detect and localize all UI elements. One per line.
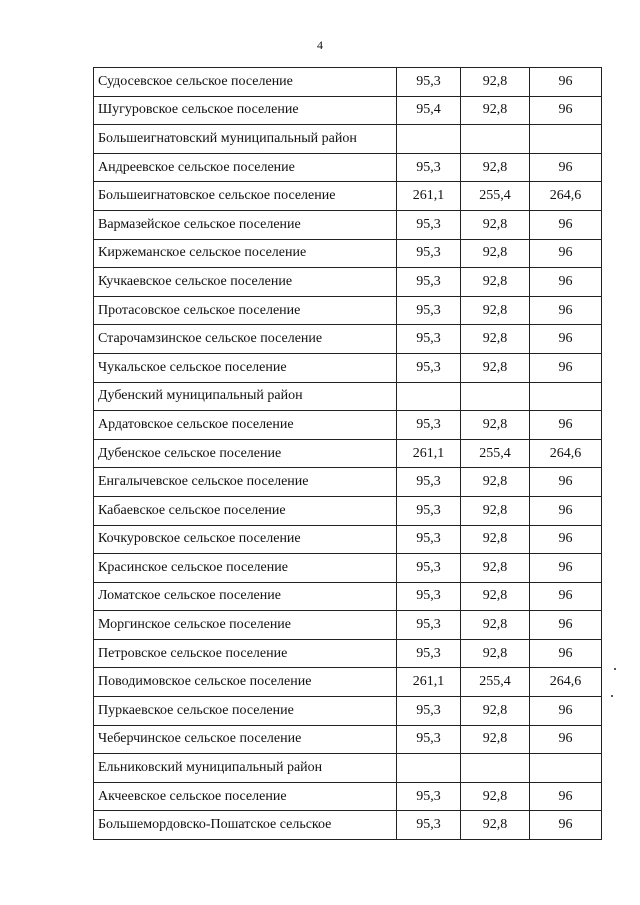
value-cell-3: 96: [530, 611, 602, 640]
value-cell-1: 95,3: [397, 468, 461, 497]
table-row: [94, 125, 602, 154]
value-cell-2: 92,8: [461, 582, 530, 611]
settlement-name-cell: Вармазейское сельское поселение: [94, 210, 397, 239]
value-cell-3: 96: [530, 268, 602, 297]
settlement-name-cell: Чеберчинское сельское поселение: [94, 725, 397, 754]
value-cell-1: 95,3: [397, 611, 461, 640]
value-cell-2: 92,8: [461, 153, 530, 182]
settlement-name-cell: Протасовское сельское поселение: [94, 296, 397, 325]
table-row: [94, 611, 602, 640]
value-cell-2: 92,8: [461, 353, 530, 382]
value-cell-3: 96: [530, 782, 602, 811]
value-cell-2: 92,8: [461, 639, 530, 668]
value-cell-2: 92,8: [461, 268, 530, 297]
settlement-name-cell: Старочамзинское сельское поселение: [94, 325, 397, 354]
value-cell-2: 92,8: [461, 210, 530, 239]
value-cell-1: 95,3: [397, 325, 461, 354]
table-row: [94, 582, 602, 611]
table-row: [94, 639, 602, 668]
settlement-name-cell: Дубенское сельское поселение: [94, 439, 397, 468]
value-cell-2: 92,8: [461, 554, 530, 583]
value-cell-1: 95,3: [397, 210, 461, 239]
value-cell-1: 95,3: [397, 554, 461, 583]
table-row: [94, 525, 602, 554]
value-cell-3: 96: [530, 554, 602, 583]
table-row: [94, 68, 602, 97]
value-cell-1: 261,1: [397, 439, 461, 468]
table-row: [94, 697, 602, 726]
value-cell-3: 264,6: [530, 182, 602, 211]
table-row: [94, 468, 602, 497]
table-row: [94, 496, 602, 525]
value-cell-1: 95,3: [397, 239, 461, 268]
table-row: [94, 754, 602, 783]
settlement-name-cell: Кабаевское сельское поселение: [94, 496, 397, 525]
value-cell-2: 255,4: [461, 182, 530, 211]
settlement-name-cell: Акчеевское сельское поселение: [94, 782, 397, 811]
value-cell-2: 92,8: [461, 697, 530, 726]
value-cell-2: 92,8: [461, 468, 530, 497]
value-cell-2: 92,8: [461, 811, 530, 840]
value-cell-1: 261,1: [397, 668, 461, 697]
scan-speck: [611, 695, 613, 697]
value-cell-1: 95,3: [397, 496, 461, 525]
settlement-name-cell: Андреевское сельское поселение: [94, 153, 397, 182]
table-row: [94, 725, 602, 754]
table-row: [94, 268, 602, 297]
table-row: [94, 668, 602, 697]
value-cell-3: 96: [530, 496, 602, 525]
value-cell-3: 96: [530, 239, 602, 268]
settlement-name-cell: Красинское сельское поселение: [94, 554, 397, 583]
settlement-name-cell: Судосевское сельское поселение: [94, 68, 397, 97]
settlement-name-cell: Поводимовское сельское поселение: [94, 668, 397, 697]
table-row: [94, 411, 602, 440]
value-cell-3: 96: [530, 325, 602, 354]
value-cell-1: 95,3: [397, 725, 461, 754]
table-row: [94, 153, 602, 182]
value-cell-2: 92,8: [461, 296, 530, 325]
table-row: [94, 353, 602, 382]
value-cell-3: 96: [530, 96, 602, 125]
value-cell-1: 95,3: [397, 411, 461, 440]
value-cell-2: 92,8: [461, 325, 530, 354]
value-cell-2: 92,8: [461, 68, 530, 97]
value-cell-1: 95,3: [397, 353, 461, 382]
page-number: 4: [317, 38, 323, 52]
settlement-name-cell: Ломатское сельское поселение: [94, 582, 397, 611]
value-cell-3: 96: [530, 210, 602, 239]
table-row: [94, 296, 602, 325]
value-cell-1: 95,3: [397, 697, 461, 726]
settlement-name-cell: Енгалычевское сельское поселение: [94, 468, 397, 497]
value-cell-3: 264,6: [530, 439, 602, 468]
value-cell-1: 95,3: [397, 153, 461, 182]
value-cell-3: 96: [530, 525, 602, 554]
settlement-name-cell: Кучкаевское сельское поселение: [94, 268, 397, 297]
value-cell-2: 92,8: [461, 496, 530, 525]
value-cell-3: 96: [530, 353, 602, 382]
value-cell-1: 95,3: [397, 811, 461, 840]
table-row: [94, 239, 602, 268]
value-cell-1: 95,3: [397, 582, 461, 611]
table-row: [94, 382, 602, 411]
value-cell-1: [397, 125, 461, 154]
settlement-name-cell: Чукальское сельское поселение: [94, 353, 397, 382]
value-cell-3: 96: [530, 582, 602, 611]
settlement-name-cell: Киржеманское сельское поселение: [94, 239, 397, 268]
settlement-name-cell: Моргинское сельское поселение: [94, 611, 397, 640]
value-cell-1: 95,3: [397, 639, 461, 668]
settlement-name-cell: Большемордовско-Пошатское сельское: [94, 811, 397, 840]
value-cell-1: 95,3: [397, 68, 461, 97]
settlement-name-cell: Пуркаевское сельское поселение: [94, 697, 397, 726]
value-cell-2: [461, 754, 530, 783]
table-body: [94, 68, 602, 840]
value-cell-3: 96: [530, 411, 602, 440]
value-cell-1: [397, 754, 461, 783]
settlement-name-cell: Большеигнатовское сельское поселение: [94, 182, 397, 211]
value-cell-1: 95,3: [397, 296, 461, 325]
value-cell-2: 92,8: [461, 725, 530, 754]
scan-speck: [614, 668, 616, 670]
value-cell-3: 96: [530, 296, 602, 325]
table-row: [94, 210, 602, 239]
value-cell-1: 95,3: [397, 782, 461, 811]
value-cell-2: [461, 125, 530, 154]
value-cell-2: [461, 382, 530, 411]
value-cell-3: [530, 382, 602, 411]
value-cell-3: [530, 754, 602, 783]
value-cell-3: 264,6: [530, 668, 602, 697]
settlement-name-cell: Большеигнатовский муниципальный район: [94, 125, 397, 154]
settlement-table: [93, 67, 602, 840]
settlement-name-cell: Петровское сельское поселение: [94, 639, 397, 668]
value-cell-3: 96: [530, 68, 602, 97]
value-cell-3: 96: [530, 468, 602, 497]
settlement-name-cell: Кочкуровское сельское поселение: [94, 525, 397, 554]
value-cell-1: 95,3: [397, 525, 461, 554]
value-cell-2: 92,8: [461, 239, 530, 268]
table-row: [94, 554, 602, 583]
value-cell-1: 95,3: [397, 268, 461, 297]
settlement-name-cell: Ельниковский муниципальный район: [94, 754, 397, 783]
table-row: [94, 782, 602, 811]
value-cell-2: 255,4: [461, 668, 530, 697]
value-cell-2: 92,8: [461, 411, 530, 440]
value-cell-1: [397, 382, 461, 411]
value-cell-3: 96: [530, 697, 602, 726]
value-cell-3: 96: [530, 153, 602, 182]
settlement-name-cell: Ардатовское сельское поселение: [94, 411, 397, 440]
table-row: [94, 182, 602, 211]
value-cell-2: 92,8: [461, 611, 530, 640]
value-cell-2: 255,4: [461, 439, 530, 468]
value-cell-3: [530, 125, 602, 154]
value-cell-2: 92,8: [461, 782, 530, 811]
value-cell-1: 95,4: [397, 96, 461, 125]
value-cell-2: 92,8: [461, 96, 530, 125]
value-cell-3: 96: [530, 639, 602, 668]
table-row: [94, 439, 602, 468]
settlement-name-cell: Шугуровское сельское поселение: [94, 96, 397, 125]
value-cell-3: 96: [530, 811, 602, 840]
value-cell-3: 96: [530, 725, 602, 754]
table-row: [94, 325, 602, 354]
value-cell-1: 261,1: [397, 182, 461, 211]
value-cell-2: 92,8: [461, 525, 530, 554]
settlement-name-cell: Дубенский муниципальный район: [94, 382, 397, 411]
table-row: [94, 811, 602, 840]
table-row: [94, 96, 602, 125]
